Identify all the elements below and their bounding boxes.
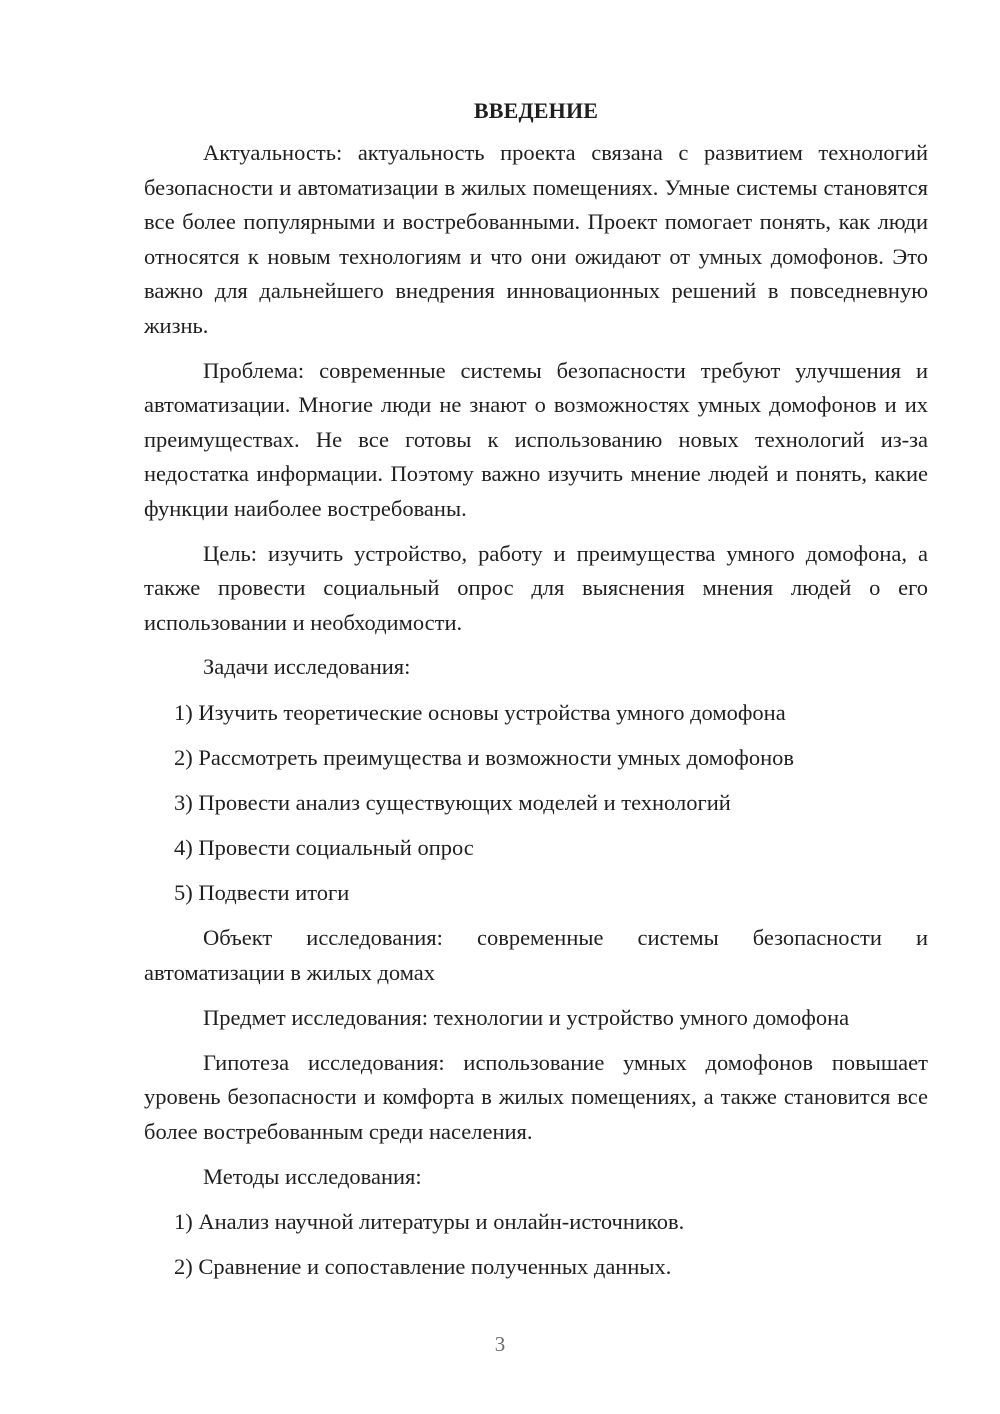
task-item-4: 4) Провести социальный опрос xyxy=(174,835,474,861)
method-item-1: 1) Анализ научной литературы и онлайн-источников. xyxy=(174,1208,685,1234)
method-item-2: 2) Сравнение и сопоставление полученных данных. xyxy=(174,1253,672,1279)
task-item-1: 1) Изучить теоретические основы устройства умного домофона xyxy=(174,699,786,725)
task-item-5: 5) Подвести итоги xyxy=(174,880,350,906)
paragraph-hypothesis: Гипотеза исследования: использование умных домофонов повышает уровень безопасности и комфорта в жилых помещениях, а также становится все более востребованным среди населения. xyxy=(144,1049,928,1144)
page-content xyxy=(144,96,928,1295)
methods-title: Методы исследования: xyxy=(203,1163,422,1189)
paragraph-relevance: Актуальность: актуальность проекта связана с развитием технологий безопасности и автоматизации в жилых помещениях. Умные системы становятся все более популярными и востребованными. Проект помогает понять, как люди относятся к новым технологиям и что они ожидают от умных домофонов. Это важно для дальнейшего внедрения инновационных решений в повседневную жизнь. xyxy=(144,140,928,338)
paragraph-object: Объект исследования: современные системы безопасности и автоматизации в жилых домах xyxy=(144,925,928,986)
page-title: ВВЕДЕНИЕ xyxy=(473,98,599,123)
page-number: 3 xyxy=(494,1332,506,1356)
task-item-3: 3) Провести анализ существующих моделей и технологий xyxy=(174,789,731,815)
task-item-2: 2) Рассмотреть преимущества и возможности умных домофонов xyxy=(174,744,795,770)
paragraph-goal: Цель: изучить устройство, работу и преимущества умного домофона, а также провести социальный опрос для выяснения мнения людей о его использовании и необходимости. xyxy=(144,540,928,635)
paragraph-problem: Проблема: современные системы безопасности требуют улучшения и автоматизации. Многие люди не знают о возможностях умных домофонов и их преимуществах. Не все готовы к использованию новых технологий из-за недостатка информации. Поэтому важно изучить мнение людей и понять, какие функции наиболее востребованы. xyxy=(144,357,928,521)
tasks-title: Задачи исследования: xyxy=(203,654,411,680)
paragraph-subject: Предмет исследования: технологии и устройство умного домофона xyxy=(203,1004,850,1030)
